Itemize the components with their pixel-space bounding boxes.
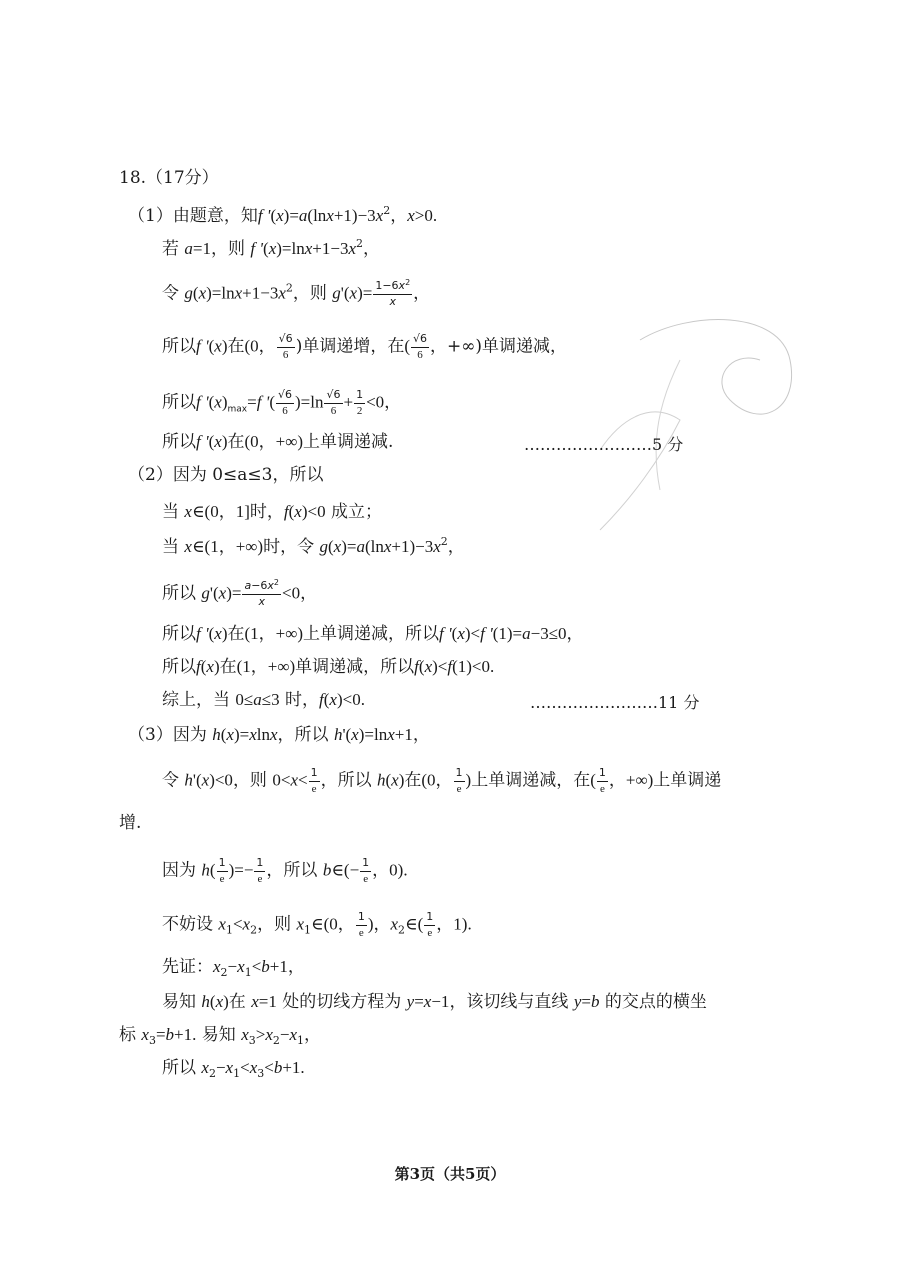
part2-line7: 综上，当 0≤a≤3 时，f(x)<0. xyxy=(162,690,365,710)
pencil-scribble xyxy=(560,300,820,560)
part2-label: （2） xyxy=(128,465,173,485)
score-marker: ……………………5 分 xyxy=(524,435,684,454)
problem-header: 18.（17分） xyxy=(119,168,219,188)
part1-line5: 所以f '$(x)_{max}=f$ '( $\frac{√6}{6}$ )=ln $\frac{√6}{6}$ + $\frac{1}{2}$ <0， xyxy=(162,388,402,417)
part3-line2: 令 h'(x)<0，则 0<x< $\frac{1}{e}$ ，所以 h(x)在(0， $\frac{1}{e}$ )上单调递减，在( $\frac{1}{e}$ ，+∞)上单调递 xyxy=(162,766,722,795)
part1-line4: 所以f '(x)在(0， $\frac{√6}{6}$ )单调递增，在( $\frac{√6}{6}$ ，+∞)单调递减， xyxy=(162,332,568,361)
part2-line1: （2）因为 0≤a≤3，所以 xyxy=(128,465,324,485)
part1-line2: 若 a=1，则 f '$(x)=\ln x+1-3x^2$， xyxy=(162,237,380,259)
part1-line6: 所以f '(x)在(0，+∞)上单调递减. xyxy=(162,432,394,452)
part2-line2: 当 x∈(0，1]时，f(x)<0 成立； xyxy=(162,502,382,522)
part2-line3: 当 x∈(1，+∞)时，令 $g(x)=a(\ln x+1)-3x^2$， xyxy=(162,535,465,557)
part2-line5: 所以f '(x)在(1，+∞)上单调递减，所以f '(x)<f '(1)=a−3≤0， xyxy=(162,624,584,644)
part1-line3: 令 $g(x)=\ln x+1-3x^2$，则 g'(x)= $\frac{1-6x^2}{x}$ ， xyxy=(162,278,431,308)
part3-line3: 增. xyxy=(119,813,142,833)
page-footer: 第3页（共5页） xyxy=(394,1165,506,1183)
fraction: $\frac{1-6x^2}{x}$ xyxy=(375,278,411,308)
part1-label: （1） xyxy=(128,206,173,226)
part3-line6: 先证：$x_2-x_1<b+1$， xyxy=(162,957,305,979)
part3-label: （3） xyxy=(128,725,173,745)
part3-line8: 标 $x_3=b+1$. 易知 $x_3>x_2-x_1$， xyxy=(119,1025,322,1047)
score-marker: ……………………11 分 xyxy=(530,693,700,712)
part1-line1: （1）由题意，知f '$(x)=a(\ln x+1)-3x^2$，x>0. xyxy=(128,204,438,226)
part3-line7: 易知 h(x)在 x=1 处的切线方程为 y=x−1，该切线与直线 y=b 的交点的横坐 xyxy=(162,992,707,1012)
part3-line5: 不妨设 $x_1<x_2$，则 $x_1\in(0$， $\frac{1}{e}$ )，$x_2\in$( $\frac{1}{e}$ ，1). xyxy=(162,910,472,939)
part3-line1: （3）因为 h(x)=xlnx，所以 h'(x)=lnx+1， xyxy=(128,725,430,745)
part3-line9: 所以 $x_2-x_1<x_3<b+1$. xyxy=(162,1058,305,1080)
part2-line6: 所以f(x)在(1，+∞)单调递减，所以f(x)<f(1)<0. xyxy=(162,657,495,677)
part2-line4: 所以 g'(x)= $\frac{a-6x^2}{x}$ <0， xyxy=(162,578,318,608)
part3-line4: 因为 h( $\frac{1}{e}$ )=− $\frac{1}{e}$ ，所以 b∈(− $\frac{1}{e}$ ，0). xyxy=(162,856,408,885)
